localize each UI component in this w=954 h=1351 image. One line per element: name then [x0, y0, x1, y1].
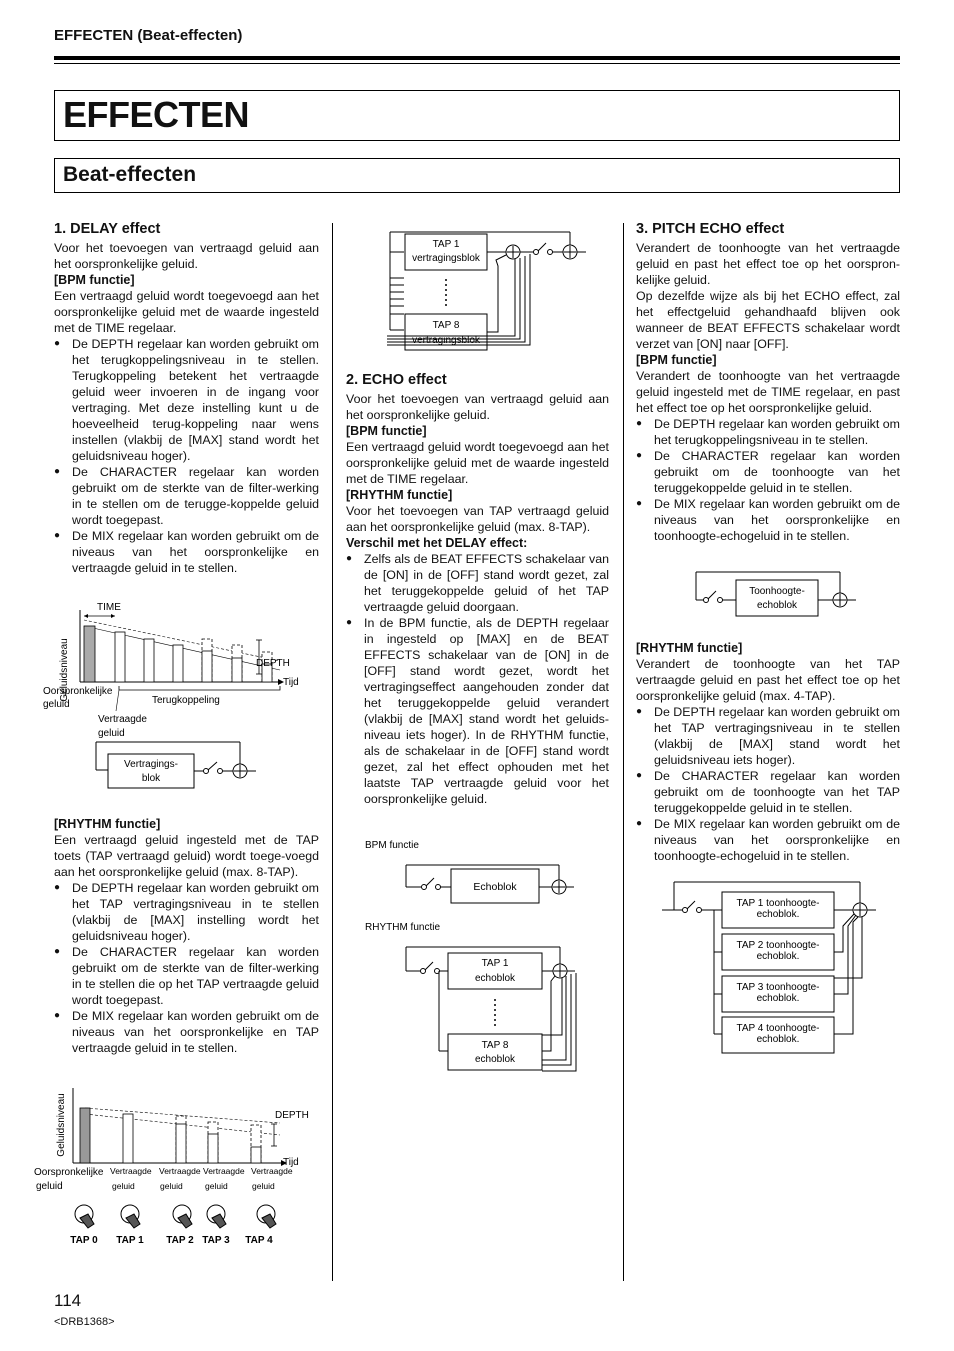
tap3-label: TAP 3 toonhoogte-: [736, 982, 820, 993]
list-item: ● De MIX regelaar kan worden gebruikt om de niveaus van het oorspronkelijke en toonhoogte-echogeluid in te stellen.: [636, 816, 900, 864]
echo-rhythm-heading: [RHYTHM functie]: [346, 488, 453, 502]
column-delay: [54, 220, 319, 576]
echo-heading: 2. ECHO effect: [346, 372, 447, 388]
column-pitch-echo: [636, 220, 900, 544]
list-item: ● De DEPTH regelaar kan worden gebruikt om het terugkoppelingsniveau in te stellen. Terugkoppeling betekent het vertraagde geluid weer invoeren in de ingang voor vertraging. Met deze instelling kunt u de hoeveelheid terug-koppeling naar wens instellen (vlakbij de [MAX] stand wordt het geluidsniveau hoger).: [54, 336, 319, 464]
tap1-sub: echoblok: [474, 973, 516, 984]
pitch-rhythm-list: [636, 704, 900, 864]
delay-rhythm-section: [54, 816, 319, 1056]
echo-bpm-text: Een vertraagd geluid wordt toegevoegd aan het oorspronkelijke geluid met de waarde ingesteld met de TIME regelaar.: [346, 440, 609, 486]
column-echo: [346, 371, 609, 807]
list-item: ● De MIX regelaar kan worden gebruikt om de niveaus van het oorspronkelijke en TAP vertraagde geluid in te stellen.: [54, 1008, 319, 1056]
echo-block-diagrams: [360, 835, 600, 1080]
echo-tap-diagram: [378, 222, 588, 357]
orig-label-2: geluid: [36, 1181, 63, 1192]
block-label-2: blok: [141, 773, 161, 784]
toonhoogte-sub: echoblok: [756, 600, 798, 611]
echo-intro: Voor het toevoegen van vertraagd geluid aan het oorspronkelijke geluid.: [346, 392, 609, 422]
column-divider-1: [332, 223, 333, 1281]
pitch-intro: Verandert de toonhoogte van het vertraagde geluid en past het effect toe op het oorspron-kelijke geluid.: [636, 241, 900, 287]
tap1-sub: vertragingsblok: [412, 253, 480, 264]
tap-label: TAP 3: [202, 1235, 230, 1246]
delay-rhythm-diagram: [30, 1080, 325, 1255]
vert-label-2: geluid: [252, 1181, 275, 1191]
tap8-label: TAP 8: [432, 320, 460, 331]
page-subtitle: Beat-effecten: [63, 163, 197, 186]
rhythm-functie-label: RHYTHM functie: [365, 922, 441, 933]
echo-diff-heading: Verschil met het DELAY effect:: [346, 536, 528, 550]
bpm-functie-label: BPM functie: [365, 840, 419, 851]
vert-label-1: Vertraagde: [159, 1166, 201, 1176]
delay-heading: 1. DELAY effect: [54, 221, 161, 237]
tap-label: TAP 1: [116, 1235, 144, 1246]
pitch-heading: 3. PITCH ECHO effect: [636, 221, 785, 237]
depth-label: DEPTH: [256, 658, 290, 669]
vert-label-1: Vertraagde: [203, 1166, 245, 1176]
ylabel: Geluidsniveau: [59, 638, 70, 702]
page-title: EFFECTEN: [63, 94, 250, 135]
delay-intro: Voor het toevoegen van vertraagd geluid aan het oorspronkelijke geluid.: [54, 241, 319, 271]
page-number: 114: [54, 1291, 82, 1310]
list-item: ● De CHARACTER regelaar kan worden gebruikt om de sterkte van de filter-werking in te stellen om de terugge-koppelde geluid wordt toegepast.: [54, 464, 319, 528]
pitch-rhythm-text: Verandert de toonhoogte van het TAP vertraagde geluid en past het effect toe op het oorspronkelijke geluid (max. 4-TAP).: [636, 657, 900, 703]
vert-label-2: geluid: [205, 1181, 228, 1191]
echo-bpm-heading: [BPM functie]: [346, 424, 427, 438]
tap8-sub: vertragingsblok: [412, 335, 480, 346]
echo-diff-list: [346, 551, 609, 807]
list-item: ● De DEPTH regelaar kan worden gebruikt om het terugkoppelingsniveau in te stellen.: [636, 416, 900, 448]
time-label: TIME: [97, 602, 121, 613]
delay-rhythm-text: Een vertraagd geluid ingesteld met de TAP toets (TAP vertraagd geluid) wordt toege-voegd aan het oorspronkelijke geluid (max. 8-TAP).: [54, 833, 319, 879]
delay-rhythm-heading: [RHYTHM functie]: [54, 817, 161, 831]
tap8-label: TAP 8: [481, 1040, 509, 1051]
delay-bpm-diagram: [40, 596, 325, 796]
tijd-label: Tijd: [283, 1157, 299, 1168]
tijd-label: Tijd: [283, 677, 299, 688]
pitch-bpm-list: [636, 416, 900, 544]
delay-rhythm-list: [54, 880, 319, 1056]
vert-label-1: Vertraagde: [110, 1166, 152, 1176]
list-item: ● Zelfs als de BEAT EFFECTS schakelaar van de [ON] in de [OFF] stand wordt gezet, zal het teruggekoppelde geluid of het TAP vertraagde geluid doorgaan.: [346, 551, 609, 615]
delay-bpm-heading: [BPM functie]: [54, 273, 135, 287]
delay-bpm-text: Een vertraagd geluid wordt toegevoegd aan het oorspronkelijke geluid met de waarde ingesteld met de TIME regelaar.: [54, 289, 319, 335]
pitch-bpm-diagram: [680, 566, 870, 622]
tap1-label: TAP 1 toonhoogte-: [736, 898, 820, 909]
tap-label: TAP 4: [245, 1235, 273, 1246]
vert-label-2: geluid: [112, 1181, 135, 1191]
list-item: ● De DEPTH regelaar kan worden gebruikt om het TAP vertragingsniveau in te stellen (vlakbij de [MAX] instelling wordt het geluidsniveau hoger).: [54, 880, 319, 944]
vert-label-1: Vertraagde: [98, 714, 147, 725]
tap1-label: TAP 1: [432, 239, 460, 250]
subtitle-box: [54, 158, 900, 193]
depth-label: DEPTH: [275, 1110, 309, 1121]
pitch-bpm-text: Verandert de toonhoogte van het vertraagde geluid ingesteld met de TIME regelaar, en past het effect toe op het oorspronkelijke geluid.: [636, 369, 900, 415]
tap2-sub: echoblok.: [756, 951, 800, 962]
tap3-sub: echoblok.: [756, 993, 800, 1004]
pitch-bpm-heading: [BPM functie]: [636, 353, 717, 367]
list-item: ● De DEPTH regelaar kan worden gebruikt om het TAP vertragingsniveau in te stellen (vlakbij de [MAX] stand wordt het geluidsniveau iets hoger).: [636, 704, 900, 768]
delay-bpm-list: [54, 336, 319, 576]
tap4-sub: echoblok.: [756, 1034, 800, 1045]
list-item: ● De MIX regelaar kan worden gebruikt om de niveaus van het oorspronkelijke en toonhoogte-echogeluid in te stellen.: [636, 496, 900, 544]
section-header: EFFECTEN (Beat-effecten): [54, 27, 243, 44]
block-label-1: Vertragings-: [124, 759, 178, 770]
orig-label-1: Oorspronkelijke: [34, 1167, 104, 1178]
header-rule: [54, 56, 900, 60]
pitch-rhythm-heading: [RHYTHM functie]: [636, 641, 743, 655]
tap2-label: TAP 2 toonhoogte-: [736, 940, 820, 951]
tap4-label: TAP 4 toonhoogte-: [736, 1023, 820, 1034]
vert-label-2: geluid: [160, 1181, 183, 1191]
pitch-intro-2: Op dezelfde wijze als bij het ECHO effect, zal het effectgeluid gehandhaafd blijven ook wanneer de BEAT EFFECTS schakelaar wordt verzet van [ON] naar [OFF].: [636, 289, 900, 351]
column-divider-2: [623, 223, 624, 1281]
vert-label-1: Vertraagde: [251, 1166, 293, 1176]
echo-rhythm-text: Voor het toevoegen van TAP vertraagd geluid aan het oorspronkelijke geluid (max. 8-TAP).: [346, 504, 609, 534]
echoblok-label: Echoblok: [473, 881, 517, 893]
pitch-rhythm-section: [636, 640, 900, 864]
orig-label-1: Oorspronkelijke: [43, 686, 113, 697]
vert-label-2: geluid: [98, 728, 125, 739]
orig-label-2: geluid: [43, 699, 70, 710]
list-item: ● De CHARACTER regelaar kan worden gebruikt om de toonhoogte van het TAP teruggekoppelde geluid in te stellen.: [636, 768, 900, 816]
header-rule-thin: [54, 63, 900, 64]
document-id: <DRB1368>: [54, 1316, 115, 1328]
ylabel: Geluidsniveau: [56, 1093, 67, 1157]
tap8-sub: echoblok: [474, 1054, 516, 1065]
tap1-label: TAP 1: [481, 958, 509, 969]
pitch-rhythm-diagram: [662, 876, 882, 1061]
terug-label: Terugkoppeling: [152, 695, 220, 706]
list-item: ● De CHARACTER regelaar kan worden gebruikt om de sterkte van de filter-werking in te stellen die op het TAP vertraagde geluid wordt toegepast.: [54, 944, 319, 1008]
list-item: ● De MIX regelaar kan worden gebruikt om de niveaus van het oorspronkelijke en vertraagde geluid in te stellen.: [54, 528, 319, 576]
toonhoogte-label: Toonhoogte-: [749, 586, 805, 597]
tap-hand-icon: [75, 1205, 276, 1228]
list-item: ● De CHARACTER regelaar kan worden gebruikt om de toonhoogte van het teruggekoppelde geluid in te stellen.: [636, 448, 900, 496]
tap-label: TAP 0: [70, 1235, 98, 1246]
title-box: [54, 90, 900, 141]
list-item: ● In de BPM functie, als de DEPTH regelaar in ingesteld op [MAX] en de BEAT EFFECTS schakelaar van de [ON] in de [OFF] stand wordt gezet, wordt het vertragingseffect aangehouden zonder dat het teruggekoppelde geluid verandert (vlakbij de [MAX] stand wordt het geluids-niveau iets hoger). In de RHYTHM functie, als de schakelaar in de [OFF] stand wordt gezet, zal het effect ophouden met het laatste TAP vertraagde geluid voor het oorspronkelijke geluid.: [346, 615, 609, 807]
tap-label: TAP 2: [166, 1235, 194, 1246]
tap1-sub: echoblok.: [756, 909, 800, 920]
